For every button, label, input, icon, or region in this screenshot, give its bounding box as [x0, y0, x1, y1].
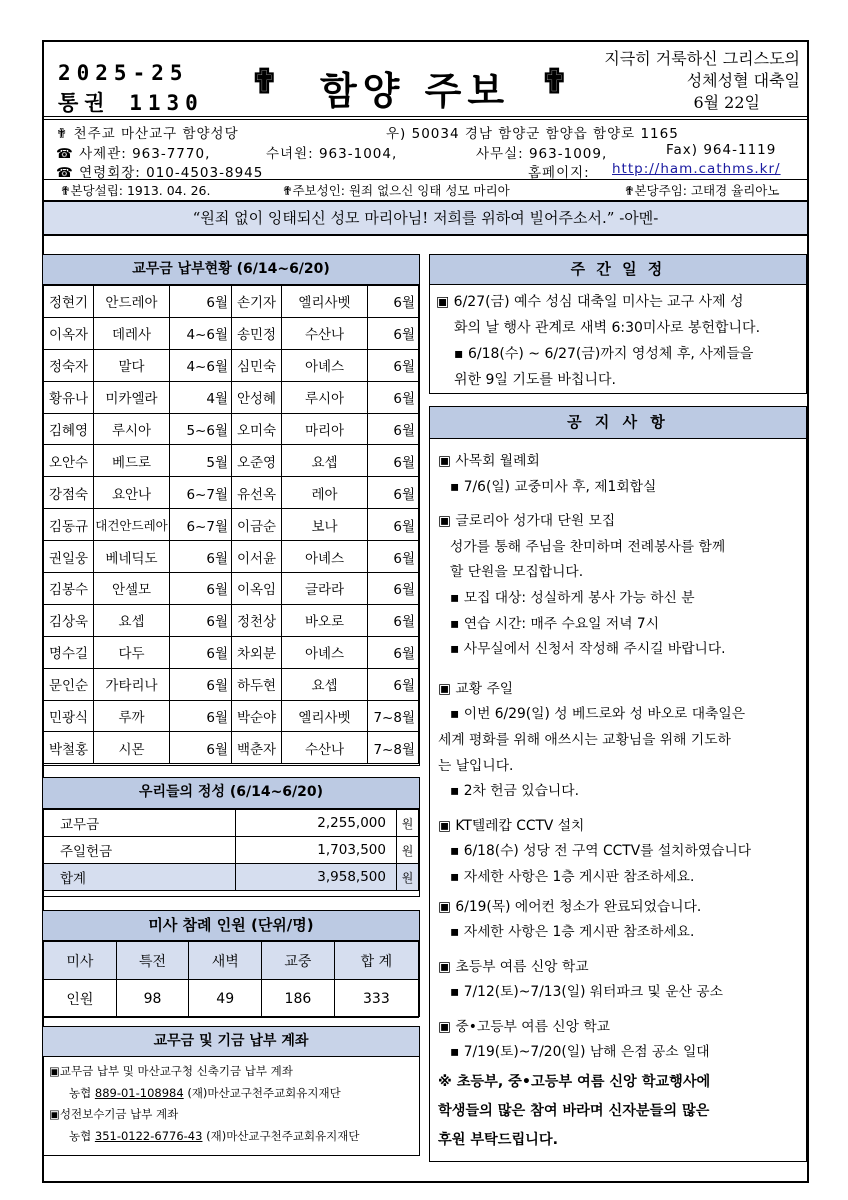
member-name: 김봉수	[44, 573, 94, 605]
mass-value: 186	[262, 980, 335, 1018]
paid-month: 6월	[170, 668, 232, 700]
notice-heading: ▣ 글로리아 성가대 단원 모집	[438, 513, 616, 530]
notice-line: ▪ 2차 헌금 있습니다.	[450, 783, 579, 800]
notice-line: ▪ 이번 6/29(일) 성 베드로와 성 바오로 대축일은	[450, 706, 746, 723]
paid-month: 6월	[368, 445, 419, 477]
paid-month: 5월	[170, 445, 232, 477]
baptismal-name: 요셉	[94, 604, 170, 636]
notice-line: ▪ 모집 대상: 성실하게 봉사 가능 하신 분	[450, 589, 695, 606]
baptismal-name: 베드로	[94, 445, 170, 477]
account-number: 351-0122-6776-43	[94, 1128, 203, 1143]
baptismal-name: 아녜스	[282, 349, 368, 381]
baptismal-name: 베네딕도	[94, 541, 170, 573]
currency-unit: 원	[397, 810, 419, 837]
table-row	[44, 942, 419, 980]
currency-unit: 원	[397, 837, 419, 864]
member-name: 심민숙	[232, 349, 282, 381]
paid-month: 6월	[170, 700, 232, 732]
homepage-link[interactable]: http://ham.cathms.kr/	[612, 161, 781, 177]
baptismal-name: 글라라	[282, 573, 368, 605]
paid-month: 6~7월	[170, 477, 232, 509]
notice-line: 할 단원을 모집합니다.	[450, 564, 584, 581]
notice-emphasis: ※ 초등부, 중•고등부 여름 신앙 학교행사에	[438, 1074, 711, 1091]
schedule-section	[429, 254, 807, 394]
table-row	[44, 509, 419, 541]
offering-amount: 2,255,000	[236, 810, 397, 837]
feast-line-1: 지극히 거룩하신 그리스도의	[604, 49, 800, 68]
baptismal-name: 가타리나	[94, 668, 170, 700]
offering-amount: 3,958,500	[236, 864, 397, 891]
member-name: 정현기	[44, 286, 94, 318]
notice-heading: ▣ KT텔레캅 CCTV 설치	[438, 817, 585, 834]
paid-month: 4월	[170, 381, 232, 413]
notice-heading: ▣ 사목회 월례회	[438, 453, 540, 469]
table-row	[44, 810, 419, 837]
member-name: 오준영	[232, 445, 282, 477]
notice-line: 는 날입니다.	[438, 757, 514, 774]
baptismal-name: 마리아	[282, 413, 368, 445]
schedule-item: ▣ 6/27(금) 예수 성심 대축일 미사는 교구 사제 성	[436, 294, 744, 310]
currency-unit: 원	[397, 864, 419, 891]
baptismal-name: 수산나	[282, 732, 368, 764]
member-name: 문인순	[44, 668, 94, 700]
notice-line: ▪ 7/19(토)~7/20(일) 남해 은점 공소 일대	[450, 1044, 710, 1061]
account-owner: (재)마산교구천주교회유지재단	[187, 1085, 341, 1100]
account-owner: (재)마산교구천주교회유지재단	[206, 1128, 360, 1143]
offerings-section	[42, 777, 420, 897]
parish-name: ✟ 천주교 마산교구 함양성당	[56, 126, 239, 142]
mass-title: 미사 참례 인원 (단위/명)	[43, 911, 419, 941]
notice-item	[438, 955, 798, 1006]
table-row	[44, 286, 419, 318]
parish-address: 우) 50034 경남 함양군 함양읍 함양로 1165	[386, 126, 679, 142]
baptismal-name: 엘리사벳	[282, 286, 368, 318]
table-row	[44, 668, 419, 700]
member-name: 이서윤	[232, 541, 282, 573]
paid-month: 6월	[368, 668, 419, 700]
offerings-title: 우리들의 정성 (6/14~6/20)	[43, 778, 419, 809]
divider	[44, 116, 807, 120]
accounts-title: 교무금 및 기금 납부 계좌	[43, 1027, 419, 1057]
member-name: 명수길	[44, 636, 94, 668]
notice-emphasis: 후원 부탁드립니다.	[438, 1132, 558, 1149]
baptismal-name: 루시아	[94, 413, 170, 445]
paid-month: 6월	[368, 317, 419, 349]
table-row	[44, 477, 419, 509]
account-line	[49, 1126, 413, 1148]
baptismal-name: 안드레아	[94, 286, 170, 318]
paid-month: 6월	[368, 477, 419, 509]
notice-heading: ▣ 6/19(목) 에어컨 청소가 완료되었습니다.	[438, 898, 702, 915]
baptismal-name: 아녜스	[282, 541, 368, 573]
baptismal-name: 아녜스	[282, 636, 368, 668]
mass-value: 333	[334, 980, 418, 1018]
table-row	[44, 837, 419, 864]
member-name: 오미숙	[232, 413, 282, 445]
member-name: 이옥임	[232, 573, 282, 605]
dues-section	[42, 254, 420, 766]
notice-emphasis: 학생들의 많은 참여 바라며 신자분들의 많은	[438, 1103, 710, 1120]
paid-month: 6월	[368, 509, 419, 541]
feast-date: 6월 22일	[693, 93, 760, 112]
account-number: 889-01-108984	[94, 1085, 184, 1100]
table-row	[44, 317, 419, 349]
paid-month: 6월	[368, 541, 419, 573]
notice-item	[438, 814, 798, 891]
baptismal-name: 루까	[94, 700, 170, 732]
accounts-body	[43, 1057, 419, 1151]
notice-item	[438, 449, 798, 500]
rectory-phone: ☎ 사제관: 963-7770,	[56, 146, 211, 162]
table-row	[44, 700, 419, 732]
feast-title	[588, 48, 800, 114]
paid-month: 4~6월	[170, 317, 232, 349]
notice-line: ▪ 연습 시간: 매주 수요일 저녁 7시	[450, 615, 660, 632]
bank-name: 농협	[69, 1085, 92, 1100]
member-name: 박철홍	[44, 732, 94, 764]
notice-heading: ▣ 중•고등부 여름 신앙 학교	[438, 1018, 610, 1035]
mass-header: 미사	[44, 942, 117, 980]
baptismal-name: 엘리사벳	[282, 700, 368, 732]
table-row	[44, 573, 419, 605]
member-name: 민광식	[44, 700, 94, 732]
office-phone: 사무실: 963-1009,	[476, 146, 608, 162]
paid-month: 6월	[368, 604, 419, 636]
mass-header: 특전	[116, 942, 189, 980]
divider	[44, 179, 807, 180]
baptismal-name: 보나	[282, 509, 368, 541]
notice-line: ▪ 자세한 사항은 1층 게시판 참조하세요.	[450, 924, 695, 941]
member-name: 강점숙	[44, 477, 94, 509]
paid-month: 6월	[170, 541, 232, 573]
baptismal-name: 수산나	[282, 317, 368, 349]
homepage-label: 홈페이지:	[528, 165, 590, 181]
paid-month: 6월	[368, 413, 419, 445]
paid-month: 7~8월	[368, 732, 419, 764]
notice-item	[438, 1015, 798, 1155]
member-name: 김상욱	[44, 604, 94, 636]
notice-line: ▪ 6/18(수) 성당 전 구역 CCTV를 설치하였습니다	[450, 843, 752, 860]
mass-value: 인원	[44, 980, 117, 1018]
member-name: 유선옥	[232, 477, 282, 509]
paid-month: 6월	[368, 286, 419, 318]
member-name: 송민정	[232, 317, 282, 349]
table-row	[44, 381, 419, 413]
bulletin-title: 함양 주보	[319, 69, 511, 113]
notice-line: ▪ 자세한 사항은 1층 게시판 참조하세요.	[450, 868, 695, 885]
paid-month: 6월	[368, 349, 419, 381]
member-name: 황유나	[44, 381, 94, 413]
baptismal-name: 요셉	[282, 668, 368, 700]
baptismal-name: 레아	[282, 477, 368, 509]
baptismal-name: 대건안드레아	[94, 509, 170, 541]
baptismal-name: 시몬	[94, 732, 170, 764]
member-name: 이옥자	[44, 317, 94, 349]
member-name: 차외분	[232, 636, 282, 668]
paid-month: 6월	[170, 636, 232, 668]
schedule-body	[430, 285, 806, 397]
offering-label: 합계	[44, 864, 236, 891]
table-row	[44, 349, 419, 381]
member-name: 김혜영	[44, 413, 94, 445]
baptismal-name: 미카엘라	[94, 381, 170, 413]
baptismal-name: 요셉	[282, 445, 368, 477]
table-row	[44, 604, 419, 636]
notice-line: ▪ 7/6(일) 교중미사 후, 제1회합실	[450, 478, 657, 495]
offering-amount: 1,703,500	[236, 837, 397, 864]
table-row	[44, 413, 419, 445]
notice-line: 성가를 통해 주님을 찬미하며 전례봉사를 함께	[450, 538, 726, 555]
convent-phone: 수녀원: 963-1004,	[266, 146, 398, 162]
baptismal-name: 바오로	[282, 604, 368, 636]
baptismal-name: 다두	[94, 636, 170, 668]
paid-month: 6~7월	[170, 509, 232, 541]
offering-label: 교무금	[44, 810, 236, 837]
bank-name: 농협	[69, 1128, 92, 1143]
paid-month: 6월	[368, 381, 419, 413]
mass-header: 새벽	[189, 942, 262, 980]
issue-number: 통권 1130	[58, 91, 204, 115]
member-name: 김동규	[44, 509, 94, 541]
paid-month: 6월	[170, 732, 232, 764]
pastor-name: ✟본당주임: 고태경 율리아노	[624, 183, 780, 198]
dues-title: 교무금 납부현황 (6/14~6/20)	[43, 255, 419, 285]
baptismal-name: 데레사	[94, 317, 170, 349]
mass-value: 49	[189, 980, 262, 1018]
paid-month: 6월	[170, 573, 232, 605]
cross-icon-left: ✟	[250, 62, 279, 102]
member-name: 안성혜	[232, 381, 282, 413]
account-desc: ▣교무금 납부 및 마산교구청 신축기금 납부 계좌	[49, 1064, 293, 1078]
notice-line: 세계 평화를 위해 애쓰시는 교황님을 위해 기도하	[438, 731, 731, 748]
mass-value: 98	[116, 980, 189, 1018]
schedule-item: 화의 날 행사 관계로 새벽 6:30미사로 봉헌합니다.	[454, 320, 761, 336]
paid-month: 6월	[368, 636, 419, 668]
member-name: 오안수	[44, 445, 94, 477]
prayer-banner: “원죄 없이 잉태되신 성모 마리아님! 저희를 위하여 빌어주소서.” -아멘-	[42, 200, 809, 236]
notices-body	[430, 439, 806, 1159]
member-name: 권일웅	[44, 541, 94, 573]
notice-item	[438, 509, 798, 663]
table-row	[44, 732, 419, 764]
established-date: ✟본당설립: 1913. 04. 26.	[60, 183, 211, 198]
member-name: 정천상	[232, 604, 282, 636]
offerings-table	[43, 809, 419, 891]
schedule-item: 위한 9일 기도를 바칩니다.	[454, 372, 616, 388]
mass-header: 교중	[262, 942, 335, 980]
liaison-phone: ☎ 연령회장: 010-4503-8945	[56, 165, 264, 181]
account-desc: ▣성전보수기금 납부 계좌	[49, 1107, 179, 1121]
notices-title: 공 지 사 항	[430, 407, 806, 439]
baptismal-name: 요안나	[94, 477, 170, 509]
baptismal-name: 안셀모	[94, 573, 170, 605]
notice-item	[438, 895, 798, 946]
table-row	[44, 864, 419, 891]
paid-month: 6월	[368, 573, 419, 605]
table-row	[44, 445, 419, 477]
baptismal-name: 루시아	[282, 381, 368, 413]
schedule-title: 주 간 일 정	[430, 255, 806, 285]
mass-header: 합 계	[334, 942, 418, 980]
cross-icon-right: ✟	[540, 62, 569, 102]
member-name: 손기자	[232, 286, 282, 318]
notice-item	[438, 677, 798, 805]
paid-month: 4~6월	[170, 349, 232, 381]
member-name: 박순야	[232, 700, 282, 732]
paid-month: 6월	[170, 286, 232, 318]
patron-saint: ✟주보성인: 원죄 없으신 잉태 성모 마리아	[282, 183, 510, 198]
account-line	[49, 1083, 413, 1105]
feast-line-2: 성체성혈 대축일	[686, 71, 800, 90]
dues-table	[43, 285, 419, 764]
table-row	[44, 980, 419, 1018]
member-name: 백춘자	[232, 732, 282, 764]
table-row	[44, 541, 419, 573]
mass-table	[43, 941, 419, 1018]
offering-label: 주일헌금	[44, 837, 236, 864]
member-name: 이금순	[232, 509, 282, 541]
member-name: 정숙자	[44, 349, 94, 381]
member-name: 하두현	[232, 668, 282, 700]
notice-line: ▪ 사무실에서 신청서 작성해 주시길 바랍니다.	[450, 641, 726, 658]
notice-line: ▪ 7/12(토)~7/13(일) 워터파크 및 운산 공소	[450, 984, 723, 1001]
baptismal-name: 말다	[94, 349, 170, 381]
schedule-item: ▪ 6/18(수) ~ 6/27(금)까지 영성체 후, 사제들을	[454, 346, 754, 362]
issue-year: 2025-25	[58, 61, 189, 85]
notice-heading: ▣ 초등부 여름 신앙 학교	[438, 958, 589, 975]
mass-attendance-section	[42, 910, 420, 1017]
paid-month: 7~8월	[368, 700, 419, 732]
notice-heading: ▣ 교황 주일	[438, 680, 514, 697]
fax-number: Fax) 964-1119	[666, 142, 777, 158]
issue-info	[58, 58, 204, 118]
table-row	[44, 636, 419, 668]
paid-month: 6월	[170, 604, 232, 636]
notices-section	[429, 406, 807, 1162]
accounts-section	[42, 1026, 420, 1156]
paid-month: 5~6월	[170, 413, 232, 445]
